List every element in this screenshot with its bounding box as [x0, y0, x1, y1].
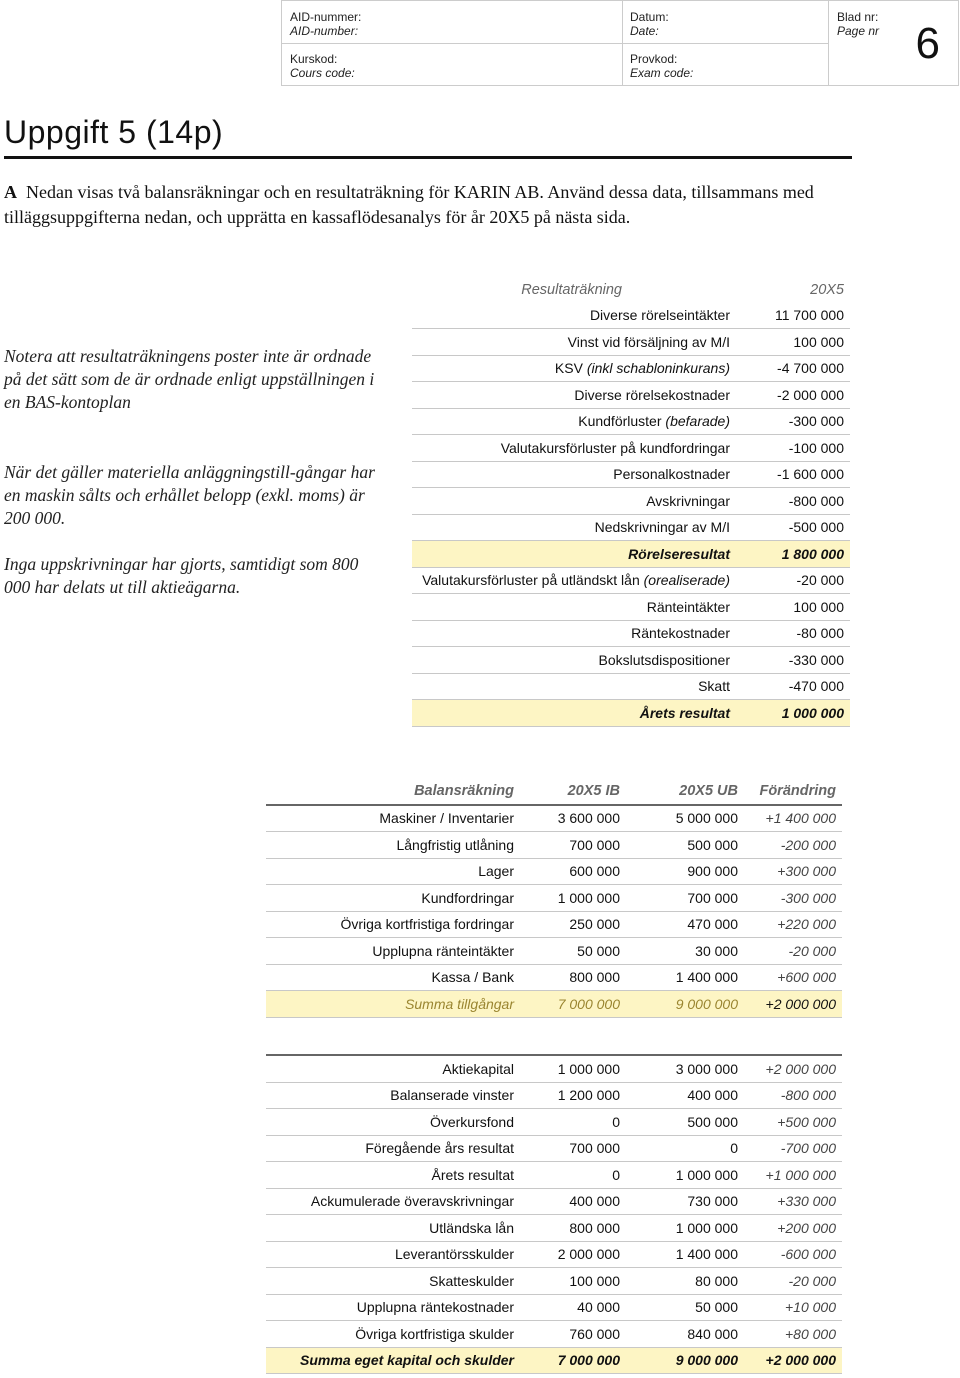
liability-row: [266, 1055, 842, 1082]
balance-row-ub: 730 000: [626, 1188, 744, 1215]
balance-row-change: +300 000: [744, 858, 842, 885]
balance-row-label: Upplupna räntekostnader: [266, 1294, 526, 1321]
course-code-field: Kurskod: Cours code:: [290, 52, 355, 80]
balance-row-ub: 30 000: [626, 938, 744, 965]
income-row-value: -1 600 000: [742, 461, 850, 488]
sheet-field: Blad nr: Page nr: [837, 10, 880, 38]
balance-row-ub: 1 400 000: [626, 1241, 744, 1268]
balance-row-change: +600 000: [744, 964, 842, 991]
balance-row-change: +1 400 000: [744, 805, 842, 832]
income-row: [412, 647, 850, 674]
balance-row-ub: 1 000 000: [626, 1215, 744, 1242]
balance-row-change: -800 000: [744, 1082, 842, 1109]
asset-row: [266, 911, 842, 938]
balance-row-label: Lager: [266, 858, 526, 885]
income-row: [412, 461, 850, 488]
exam-code-field: Provkod: Exam code:: [630, 52, 694, 80]
balance-row-label: Balanserade vinster: [266, 1082, 526, 1109]
asset-row: [266, 832, 842, 859]
balance-row-ib: 760 000: [526, 1321, 626, 1348]
balance-row-ub: 9 000 000: [626, 1347, 744, 1374]
liability-row: [266, 1268, 842, 1295]
balance-row-change: -300 000: [744, 885, 842, 912]
liabilities-total-row: [266, 1347, 842, 1374]
task-intro: [4, 180, 874, 230]
liability-row: [266, 1321, 842, 1348]
balance-row-label: Övriga kortfristiga skulder: [266, 1321, 526, 1348]
income-row-value: 100 000: [742, 329, 850, 356]
income-row: [412, 594, 850, 621]
balance-row-label: Maskiner / Inventarier: [266, 805, 526, 832]
income-row-value: 11 700 000: [742, 303, 850, 329]
asset-row: [266, 858, 842, 885]
income-row-label: Rörelseresultat: [412, 541, 742, 568]
balance-row-ib: 0: [526, 1162, 626, 1189]
balance-row-ub: 80 000: [626, 1268, 744, 1295]
income-row-value: -2 000 000: [742, 382, 850, 409]
balance-row-label: Summa tillgångar: [266, 991, 526, 1018]
income-row-note: (befarade): [665, 413, 730, 430]
balance-row-ub: 5 000 000: [626, 805, 744, 832]
asset-row: [266, 805, 842, 832]
balance-row-ib: 800 000: [526, 964, 626, 991]
liability-row: [266, 1241, 842, 1268]
task-intro-text: Nedan visas två balansräkningar och en resultaträkning för KARIN AB. Använd dessa data, tillsammans med tilläggsuppgifterna nedan, och upprätta en kassaflödesanalys för år 20X5 på nästa sida.: [4, 182, 814, 227]
balance-row-ib: 7 000 000: [526, 991, 626, 1018]
balance-row-label: Långfristig utlåning: [266, 832, 526, 859]
liability-row: [266, 1162, 842, 1189]
income-row-value: -80 000: [742, 620, 850, 647]
balance-row-change: +200 000: [744, 1215, 842, 1242]
balance-header-change: Förändring: [759, 782, 836, 799]
balance-row-ib: 0: [526, 1109, 626, 1136]
balance-row-ib: 700 000: [526, 832, 626, 859]
balance-row-ib: 3 600 000: [526, 805, 626, 832]
balance-sheet-assets-table: [266, 778, 842, 1018]
income-row: [412, 408, 850, 435]
balance-row-ib: 250 000: [526, 911, 626, 938]
liability-row: [266, 1109, 842, 1136]
balance-row-label: Leverantörsskulder: [266, 1241, 526, 1268]
balance-row-ub: 3 000 000: [626, 1055, 744, 1082]
income-year: 20X5: [810, 281, 844, 298]
income-row-value: 100 000: [742, 594, 850, 621]
balance-row-ub: 500 000: [626, 832, 744, 859]
balance-row-ib: 2 000 000: [526, 1241, 626, 1268]
balance-row-ub: 9 000 000: [626, 991, 744, 1018]
balance-row-label: Upplupna ränteintäkter: [266, 938, 526, 965]
balance-row-ib: 100 000: [526, 1268, 626, 1295]
income-row: [412, 673, 850, 700]
balance-row-change: +10 000: [744, 1294, 842, 1321]
balance-row-change: +220 000: [744, 911, 842, 938]
balance-row-change: -20 000: [744, 1268, 842, 1295]
liability-row: [266, 1082, 842, 1109]
income-row-value: -300 000: [742, 408, 850, 435]
note-machine-sold: När det gäller materiella anläggningstill-gångar har en maskin sålts och erhållet belopp (exkl. moms) är 200 000.: [4, 462, 375, 528]
year-result-row: [412, 700, 850, 727]
title-divider: [4, 156, 852, 159]
income-row: [412, 620, 850, 647]
balance-row-label: Övriga kortfristiga fordringar: [266, 911, 526, 938]
balance-row-ib: 1 200 000: [526, 1082, 626, 1109]
income-row-value: -100 000: [742, 435, 850, 462]
balance-row-label: Kundfordringar: [266, 885, 526, 912]
income-row-label: Bokslutsdispositioner: [412, 647, 742, 674]
balance-row-label: Kassa / Bank: [266, 964, 526, 991]
income-row-label: Kundförluster (befarade): [412, 408, 742, 435]
income-row-label: Avskrivningar: [412, 488, 742, 515]
income-row-label: Ränteintäkter: [412, 594, 742, 621]
balance-row-label: Summa eget kapital och skulder: [266, 1347, 526, 1374]
balance-row-change: +330 000: [744, 1188, 842, 1215]
income-row-label: Vinst vid försäljning av M/I: [412, 329, 742, 356]
balance-row-ib: 700 000: [526, 1135, 626, 1162]
balance-row-ub: 1 000 000: [626, 1162, 744, 1189]
balance-row-ub: 840 000: [626, 1321, 744, 1348]
asset-row: [266, 885, 842, 912]
assets-total-row: [266, 991, 842, 1018]
asset-row: [266, 964, 842, 991]
balance-row-ub: 50 000: [626, 1294, 744, 1321]
income-row-value: -470 000: [742, 673, 850, 700]
balance-row-ub: 400 000: [626, 1082, 744, 1109]
balance-row-ub: 500 000: [626, 1109, 744, 1136]
income-row: [412, 303, 850, 329]
income-row: [412, 567, 850, 594]
income-row-label: Diverse rörelseintäkter: [412, 303, 742, 329]
liability-row: [266, 1135, 842, 1162]
note-bas-ordering: Notera att resultaträkningens poster inte är ordnade på det sätt som de är ordnade enligt uppställningen i en BAS-kontoplan: [4, 346, 375, 412]
balance-row-change: +1 000 000: [744, 1162, 842, 1189]
balance-row-ub: 900 000: [626, 858, 744, 885]
income-row: [412, 488, 850, 515]
balance-row-label: Aktiekapital: [266, 1055, 526, 1082]
balance-row-label: Ackumulerade överavskrivningar: [266, 1188, 526, 1215]
balance-header-ib: 20X5 IB: [567, 782, 620, 799]
income-row: [412, 329, 850, 356]
income-row-label: Diverse rörelsekostnader: [412, 382, 742, 409]
income-row-value: 1 000 000: [742, 700, 850, 727]
liability-row: [266, 1188, 842, 1215]
balance-row-ub: 1 400 000: [626, 964, 744, 991]
income-row: [412, 382, 850, 409]
balance-row-change: +2 000 000: [744, 991, 842, 1018]
income-row-value: -4 700 000: [742, 355, 850, 382]
income-row-note: (inkl schabloninkurans): [586, 360, 730, 377]
income-row-note: (orealiserade): [643, 572, 730, 589]
balance-row-ib: 1 000 000: [526, 1055, 626, 1082]
income-row-value: -330 000: [742, 647, 850, 674]
page-number: 6: [915, 19, 940, 68]
balance-sheet-liabilities-table: [266, 1054, 842, 1374]
balance-header-title: Balansräkning: [414, 782, 514, 799]
income-row-label: Personalkostnader: [412, 461, 742, 488]
balance-row-ib: 600 000: [526, 858, 626, 885]
balance-row-ub: 700 000: [626, 885, 744, 912]
balance-row-label: Skatteskulder: [266, 1268, 526, 1295]
balance-row-ib: 400 000: [526, 1188, 626, 1215]
balance-row-ib: 7 000 000: [526, 1347, 626, 1374]
date-field: Datum: Date:: [630, 10, 669, 38]
income-row-label: Skatt: [412, 673, 742, 700]
note-dividends: Inga uppskrivningar har gjorts, samtidigt som 800 000 har delats ut till aktieägarna.: [4, 554, 359, 597]
balance-header-ub: 20X5 UB: [679, 782, 738, 799]
income-row: [412, 435, 850, 462]
balance-row-change: +2 000 000: [744, 1055, 842, 1082]
task-title: Uppgift 5 (14p): [4, 114, 224, 150]
income-row: [412, 514, 850, 541]
balance-row-label: Utländska lån: [266, 1215, 526, 1242]
income-row-value: -500 000: [742, 514, 850, 541]
balance-row-change: -200 000: [744, 832, 842, 859]
balance-row-ib: 1 000 000: [526, 885, 626, 912]
income-statement-table: [412, 277, 850, 727]
balance-row-ib: 800 000: [526, 1215, 626, 1242]
operating-result-row: [412, 541, 850, 568]
balance-row-label: Årets resultat: [266, 1162, 526, 1189]
income-row-label: Valutakursförluster på utländskt lån (orealiserade): [412, 567, 742, 594]
income-row-label: KSV (inkl schabloninkurans): [412, 355, 742, 382]
task-part-letter: A: [4, 182, 17, 202]
balance-row-ib: 40 000: [526, 1294, 626, 1321]
income-row-value: -800 000: [742, 488, 850, 515]
liability-row: [266, 1294, 842, 1321]
balance-row-label: Föregående års resultat: [266, 1135, 526, 1162]
income-row-label: Valutakursförluster på kundfordringar: [412, 435, 742, 462]
income-row-label: Nedskrivningar av M/I: [412, 514, 742, 541]
income-title: Resultaträkning: [521, 281, 622, 298]
aid-field: AID-nummer: AID-number:: [290, 10, 362, 38]
income-row-label: Årets resultat: [412, 700, 742, 727]
income-row: [412, 355, 850, 382]
income-row-label: Räntekostnader: [412, 620, 742, 647]
balance-row-change: +500 000: [744, 1109, 842, 1136]
balance-row-ib: 50 000: [526, 938, 626, 965]
liability-row: [266, 1215, 842, 1242]
balance-row-change: +80 000: [744, 1321, 842, 1348]
income-row-value: 1 800 000: [742, 541, 850, 568]
asset-row: [266, 938, 842, 965]
balance-row-ub: 0: [626, 1135, 744, 1162]
income-row-value: -20 000: [742, 567, 850, 594]
balance-row-ub: 470 000: [626, 911, 744, 938]
balance-row-change: -20 000: [744, 938, 842, 965]
exam-header: [281, 0, 959, 86]
balance-row-change: +2 000 000: [744, 1347, 842, 1374]
balance-row-label: Överkursfond: [266, 1109, 526, 1136]
balance-row-change: -700 000: [744, 1135, 842, 1162]
balance-row-change: -600 000: [744, 1241, 842, 1268]
